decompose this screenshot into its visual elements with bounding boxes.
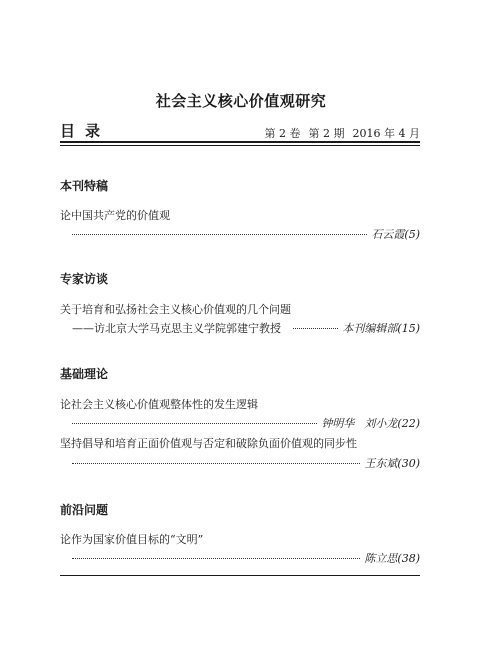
article-author: 本刊编辑部 — [342, 322, 398, 335]
article-author: 钟明华 — [321, 417, 355, 430]
issue-date: 2016 年 4 月 — [352, 127, 420, 140]
article-author-page: 钟明华 刘小龙(22) — [321, 417, 420, 430]
article-page: 30 — [401, 457, 416, 470]
section-heading: 本刊特稿 — [60, 179, 109, 193]
article-author-page: 陈立思(38) — [364, 552, 420, 565]
article-author-page: 王东斌(30) — [364, 457, 420, 470]
article-entry-line[interactable] — [60, 550, 420, 566]
article-title[interactable]: 论社会主义核心价值观整体性的发生逻辑 — [60, 398, 258, 411]
article-subtitle: ——访北京大学马克思主义学院郭建宁教授 — [72, 322, 281, 335]
toc-title: 目录 — [60, 122, 111, 140]
article-author: 陈立思 — [364, 552, 398, 565]
header-rule-bottom — [60, 145, 420, 146]
article-author: 王东斌 — [364, 457, 398, 470]
leader-dots — [72, 234, 367, 235]
article-entry-line[interactable] — [60, 226, 420, 242]
article-author: 石云霞 — [371, 228, 405, 241]
article-title[interactable]: 关于培育和弘扬社会主义核心价值观的几个问题 — [60, 303, 291, 316]
leader-dots — [293, 328, 338, 329]
leader-dots — [72, 463, 360, 464]
article-author-page: 本刊编辑部(15) — [342, 322, 420, 335]
section-heading: 基础理论 — [60, 367, 109, 381]
article-coauthor: 刘小龙 — [364, 417, 398, 430]
section-heading: 专家访谈 — [60, 272, 109, 286]
issue-number: 第 2 期 — [308, 127, 345, 140]
article-page: 38 — [401, 552, 416, 565]
toc-header — [60, 120, 420, 141]
article-title[interactable]: 坚持倡导和培育正面价值观与否定和破除负面价值观的同步性 — [60, 437, 357, 450]
leader-dots — [72, 558, 360, 559]
journal-title: 社会主义核心价值观研究 — [155, 92, 327, 110]
article-page: 5 — [408, 228, 416, 241]
issue-info — [265, 125, 420, 141]
article-page: 15 — [401, 322, 416, 335]
leader-dots — [72, 423, 317, 424]
footer-rule — [60, 575, 420, 576]
article-title[interactable]: 论中国共产党的价值观 — [60, 209, 170, 222]
article-entry-line[interactable] — [60, 455, 420, 471]
article-title[interactable]: 论作为国家价值目标的“文明” — [60, 533, 204, 546]
article-author-page: 石云霞(5) — [371, 228, 420, 241]
article-entry-line[interactable] — [60, 415, 420, 431]
issue-volume: 第 2 卷 — [264, 127, 301, 140]
section-heading: 前沿问题 — [60, 503, 109, 517]
article-entry-line[interactable] — [60, 320, 420, 336]
article-page: 22 — [401, 417, 416, 430]
header-rule-top — [60, 141, 420, 143]
